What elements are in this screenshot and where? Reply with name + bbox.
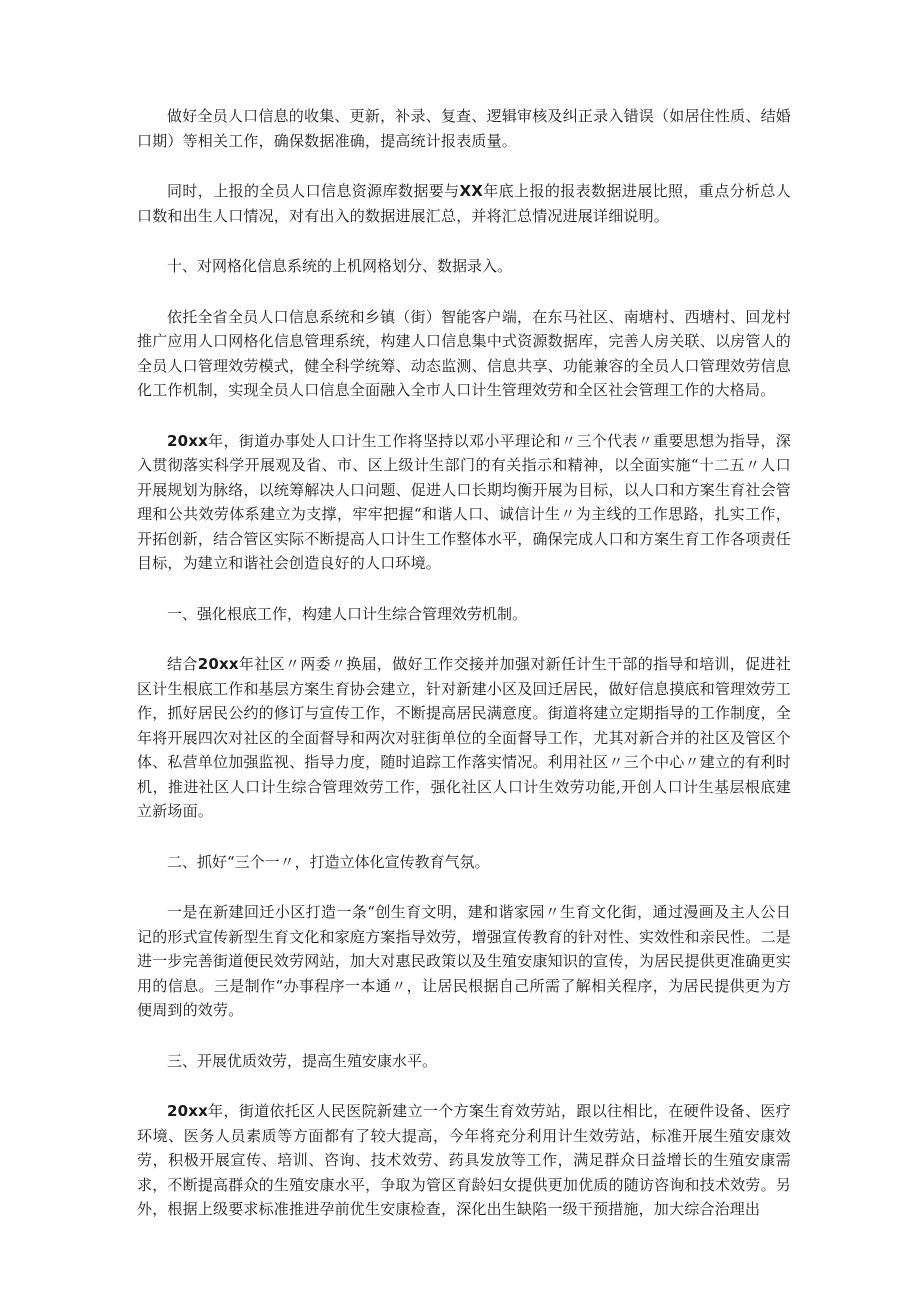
year-placeholder: XX [459, 182, 484, 200]
heading-text: 三、开展优质效劳，提高生殖安康水平。 [167, 1051, 438, 1070]
heading-ten [137, 254, 791, 279]
paragraph-data-comparison [137, 179, 791, 228]
heading-one [137, 602, 791, 627]
paragraph-annual-plan [137, 429, 791, 576]
paragraph-grid-system [137, 305, 791, 403]
heading-text: 一、强化根底工作，构建人口计生综合管理效劳机制。 [167, 604, 528, 623]
heading-two [137, 850, 791, 875]
heading-three [137, 1049, 791, 1074]
paragraph-data-collection [137, 104, 791, 153]
paragraph-text: 年，街道依托区人民医院新建立一个方案生育效劳站，跟以往相比，在硬件设备、医疗环境、医务人员素质等方面都有了较大提高，今年将充分利用计生效劳站，标准开展生殖安康效劳，积极开展宣传、培训、咨询、技术效劳、药具发放等工作，满足群众日益增长的生殖安康需求，不断提高群众的生殖安康水平，争取为管区育龄妇女提供更加优质的随访咨询和技术效劳。另外，根据上级要求标准推进孕前优生安康检查，深化出生缺陷一级干预措施，加大综合治理出 [137, 1102, 791, 1218]
paragraph-text: 做好全员人口信息的收集、更新，补录、复查、逻辑审核及纠正录入错误（如居住性质、结婚口期）等相关工作，确保数据准确，提高统计报表质量。 [137, 107, 791, 150]
year-placeholder: 20xx [167, 1102, 209, 1120]
paragraph-text: 年社区〃两委〃换届，做好工作交接并加强对新任计生干部的指导和培训，促进社区计生根底工作和基层方案生育协会建立，针对新建小区及回迁居民，做好信息摸底和管理效劳工作，抓好居民公约的修订与宣传工作，不断提高居民满意度。街道将建立定期指导的工作制度，全年将开展四次对社区的全面督导和两次对驻街单位的全面督导工作，尤其对新合并的社区及管区个体、私营单位加强监视、指导力度，随时追踪工作落实情况。利用社区〃三个中心〃建立的有利时机，推进社区人口计生综合管理效劳工作，强化社区人口计生效劳功能,开创人口计生基层根底建立新场面。 [137, 655, 791, 820]
paragraph-text: 一是在新建回迁小区打造一条“创生育文明，建和谐家园〃生育文化街，通过漫画及主人公日记的形式宣传新型生育文化和家庭方案指导效劳，增强宣传教育的针对性、实效性和亲民性。二是进一步完善街道便民效劳网站，加大对惠民政策以及生殖安康知识的宣传，为居民提供更准确更实用的信息。三是制作“办事程序一本通〃，让居民根据自己所需了解相关程序，为居民提供更为方便周到的效劳。 [137, 903, 791, 1019]
paragraph-text: 结合 [167, 655, 198, 673]
paragraph-basic-work [137, 652, 791, 824]
heading-text: 十、对网格化信息系统的上机网格划分、数据录入。 [167, 257, 513, 275]
heading-text: 二、抓好“三个一〃，打造立体化宣传教育气氛。 [167, 852, 490, 871]
paragraph-text: 依托全省全员人口信息系统和乡镇（街）智能客户端，在东马社区、南塘村、西塘村、回龙村推广应用人口网格化信息管理系统，构建人口信息集中式资源数据库，完善人房关联、以房管人的全员人口管理效劳模式，健全科学统筹、动态监测、信息共享、功能兼容的全员人口管理效劳信息化工作机制，实现全员人口信息全面融入全市人口计生管理效劳和全区社会管理工作的大格局。 [137, 307, 791, 399]
year-placeholder: 20xx [167, 431, 209, 450]
paragraph-text: 年，街道办事处人口计生工作将坚持以邓小平理论和〃三个代表〃重要思想为指导，深入贯彻落实科学开展观及省、市、区上级计生部门的有关指示和精神，以全面实施“十二五〃人口开展规划为脉络，以统筹解决人口问题、促进人口长期均衡开展为目标，以人口和方案生育社会管理和公共效劳体系建立为支撑，牢牢把握“和谐人口、诚信计生〃为主线的工作思路，扎实工作，开拓创新，结合管区实际不断提高人口计生工作整体水平，确保完成人口和方案生育工作各项责任目标，为建立和谐社会创造良好的人口环境。 [137, 431, 791, 572]
paragraph-text: 年底上报的报表数据进展比照，重点分析总人口数和出生人口情况，对有出入的数据进展汇总，并将汇总情况进展详细说明。 [137, 182, 791, 225]
document-page [137, 104, 791, 1222]
paragraph-quality-service [137, 1099, 791, 1222]
paragraph-text: 同时，上报的全员人口信息资源库数据要与 [167, 182, 460, 200]
paragraph-publicity [137, 900, 791, 1023]
year-placeholder: 20xx [197, 655, 239, 673]
